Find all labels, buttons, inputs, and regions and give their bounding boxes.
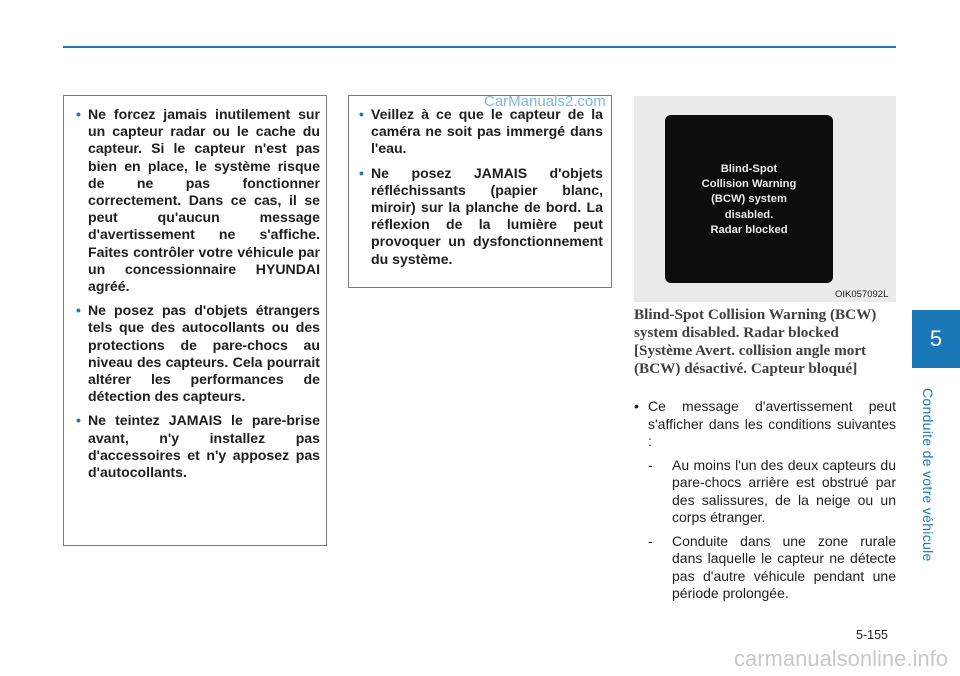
dash-icon: - [648,456,653,473]
display-line: disabled. [724,208,774,221]
cluster-display-image [665,115,833,283]
bullet-icon: • [634,398,639,414]
bullet-icon: • [76,302,81,319]
warning-box-left [63,95,327,546]
warning-item-text: Ne posez JAMAIS d'objets réfléchissants (papier blanc, miroir) sur la planche de bord. La réflexion de la lumière peut provoquer un dysfonctionnement du système. [371,164,603,267]
bullet-icon: • [76,106,81,122]
bullet-text: Ce message d'avertissement peut s'afficher dans les conditions suivantes : [648,398,896,449]
warning-item [359,106,603,158]
sub-item-text: Conduite dans une zone rurale dans laquelle le capteur ne détecte pas d'autre véhicule pendant une période prolongée. [672,532,896,601]
display-line: Blind-Spot [720,163,778,175]
bullet-item [634,398,896,451]
warning-item [76,106,320,295]
message-description [634,398,896,603]
bullet-icon: • [76,412,81,429]
warning-box-middle [348,95,612,288]
sub-item [648,457,896,527]
warning-item [359,165,603,268]
chapter-number-tab[interactable] [912,310,960,368]
warning-item-text: Veillez à ce que le capteur de la caméra ne soit pas immergé dans l'eau. [371,106,603,157]
page-number: 5-155 [856,628,888,642]
warning-item-text: Ne posez pas d'objets étrangers tels que des autocollants ou des protections de pare-chocs au niveau des capteurs. Cela pourrait altérer les performances de détection des capteurs. [88,302,320,405]
display-line: Radar blocked [710,223,788,236]
warning-item [76,412,320,481]
sub-item [648,533,896,603]
dash-icon: - [648,532,653,549]
display-line: (BCW) system [711,193,787,206]
warning-item-text: Ne teintez JAMAIS le pare-brise avant, n'y installez pas d'accessoires et n'y apposez pas d'autocollants. [88,412,320,481]
bullet-icon: • [359,106,364,122]
footer-watermark[interactable]: carmanualsonline.info [733,646,948,671]
figure-id: OIK057092L [835,289,889,300]
message-title: Blind-Spot Collision Warning (BCW) system disabled. Radar blocked [Système Avert. collision angle mort (BCW) désactivé. Capteur bloqué] [634,306,877,377]
warning-item-text: Ne forcez jamais inutilement sur un capteur radar ou le cache du capteur. Si le capteur n'est pas bien en place, le système risque de ne pas fonctionner correctement. Dans ce cas, il se peut qu'aucun message d'avertissement ne s'affiche. Faites contrôler votre véhicule par un concessionnaire HYUNDAI agréé. [88,106,320,295]
watermark-link[interactable]: CarManuals2.com [484,93,606,110]
sub-item-text: Au moins l'un des deux capteurs du pare-chocs arrière est obstrué par des salissures, de la neige ou un corps étranger. [672,456,896,525]
header-rule [63,46,896,48]
warning-item [76,302,320,405]
bullet-icon: • [359,164,364,181]
display-line: Collision Warning [701,178,797,191]
chapter-number: 5 [929,326,943,351]
display-message [665,162,833,238]
chapter-title: Conduite de votre véhicule [920,388,936,562]
